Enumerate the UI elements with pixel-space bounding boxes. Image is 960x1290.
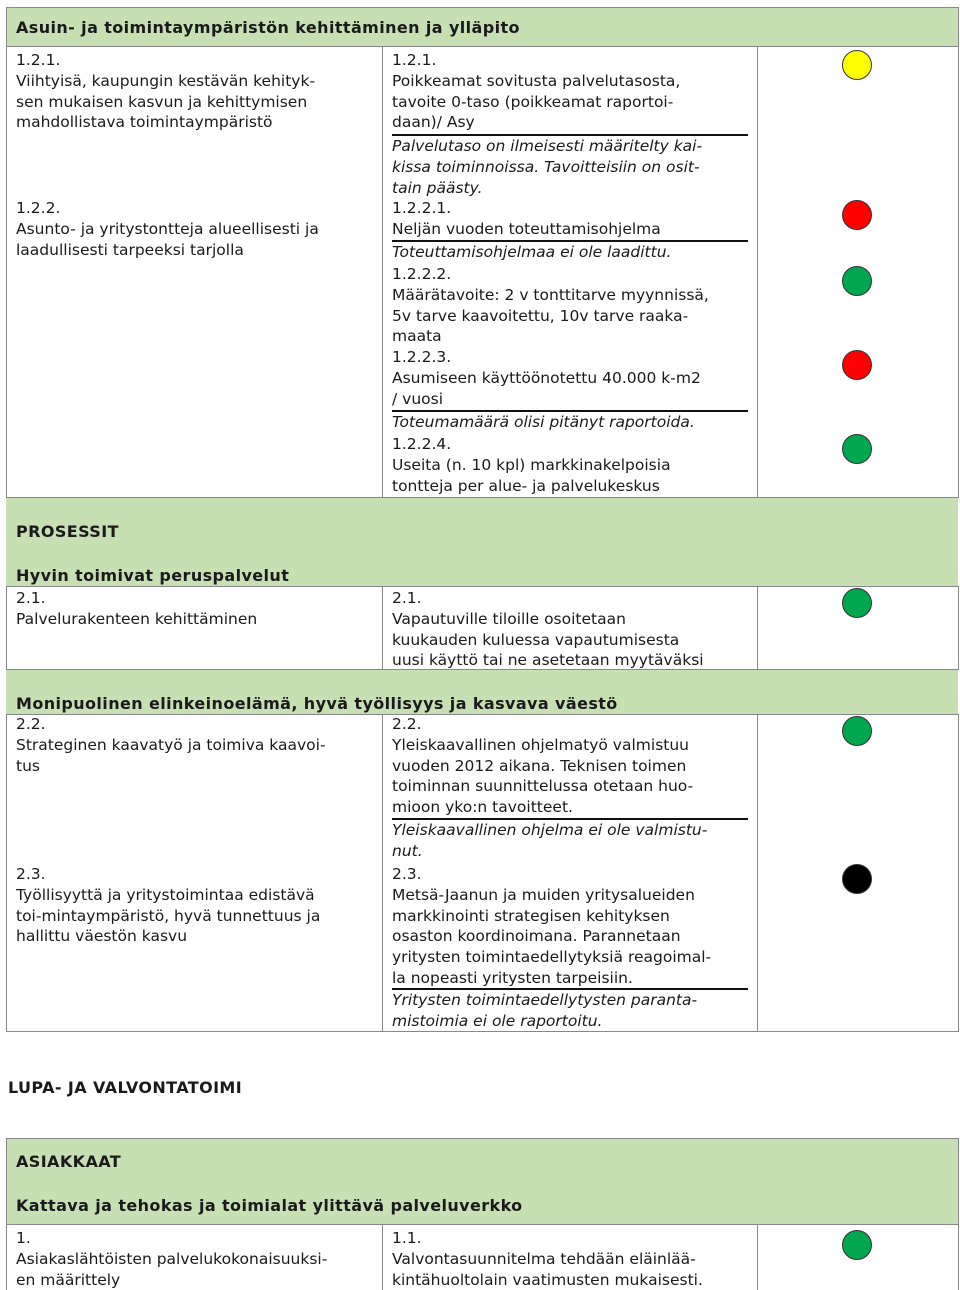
grid-line (6, 669, 959, 670)
section-subtitle: Kattava ja tehokas ja toimialat ylittävä palveluverkko (16, 1196, 523, 1215)
grid-line (382, 714, 383, 1032)
note-text: Palvelutaso on ilmeisesti määritelty kai- kissa toiminnoissa. Tavoitteisiin on osit- tain päästy. (392, 137, 703, 197)
grid-line (6, 714, 959, 715)
note-text: Toteuttamisohjelmaa ei ole laadittu. (392, 243, 672, 261)
grid-line (757, 714, 758, 1032)
grid-line (6, 586, 959, 587)
status-light-green (842, 588, 872, 618)
section-subtitle: Monipuolinen elinkeinoelämä, hyvä työllisyys ja kasvava väestö (16, 694, 618, 713)
grid-line (6, 497, 959, 498)
grid-line (382, 1224, 383, 1290)
note-text: Yritysten toimintaedellytysten paranta- mistoimia ei ole raportoitu. (392, 991, 698, 1030)
grid-line (382, 46, 383, 498)
grid-line (6, 7, 959, 8)
goal-text-2-1: 2.1. Palvelurakenteen kehittäminen (16, 589, 258, 628)
status-light-red (842, 350, 872, 380)
grid-line (958, 1138, 959, 1290)
page-heading: LUPA- JA VALVONTATOIMI (8, 1078, 243, 1097)
status-light-black (842, 864, 872, 894)
grid-line (757, 586, 758, 670)
grid-line (6, 1224, 959, 1225)
goal-text-1-2-2: 1.2.2. Asunto- ja yritystontteja alueellisesti ja laadullisesti tarpeeksi tarjolla (16, 199, 319, 259)
grid-line (6, 1138, 7, 1290)
status-light-red (842, 200, 872, 230)
grid-line (6, 1138, 959, 1139)
section-subtitle: Hyvin toimivat peruspalvelut (16, 566, 290, 585)
goal-text-2-3: 2.3. Työllisyyttä ja yritystoimintaa edistävä toi-mintaympäristö, hyvä tunnettuus ja hallittu väestön kasvu (16, 865, 321, 946)
grid-line (6, 7, 7, 498)
section-title: Asuin- ja toimintaympäristön kehittäminen ja ylläpito (16, 18, 520, 37)
grid-line (6, 714, 7, 1032)
target-text-1-2-2-2: 1.2.2.2. Määrätavoite: 2 v tonttitarve myynnissä, 5v tarve kaavoitettu, 10v tarve raaka- maata 1.2.2.3. Asumiseen käyttöönotettu 40.000 k-m2 / vuosi (392, 265, 709, 408)
target-text-2-1: 2.1. Vapautuville tiloille osoitetaan kuukauden kuluessa vapautumisesta uusi käyttö tai ne asetetaan myytäväksi (392, 589, 704, 670)
section-title: PROSESSIT (16, 522, 119, 541)
grid-line (6, 1031, 959, 1032)
grid-line (382, 586, 383, 670)
grid-line (958, 714, 959, 1032)
grid-line (6, 46, 959, 47)
status-light-green (842, 266, 872, 296)
target-text-2-2: 2.2. Yleiskaavallinen ohjelmatyö valmistuu vuoden 2012 aikana. Teknisen toimen toiminnan suunnittelussa otetaan huo- mioon yko:n tavoitteet. (392, 715, 694, 817)
note-text: Yleiskaavallinen ohjelma ei ole valmistu- nut. (392, 821, 708, 860)
section-title: ASIAKKAAT (16, 1152, 122, 1171)
goal-text-1-2-1: 1.2.1. Viihtyisä, kaupungin kestävän kehityk- sen mukaisen kasvun ja kehittymisen mahdollistava toimintaympäristö (16, 51, 316, 132)
status-light-yellow (842, 50, 872, 80)
target-text-1-2-2-1: 1.2.2.1. Neljän vuoden toteuttamisohjelma (392, 199, 661, 238)
grid-line (958, 586, 959, 670)
goal-text-2-2: 2.2. Strateginen kaavatyö ja toimiva kaavoi- tus (16, 715, 326, 775)
target-text-1-2-1: 1.2.1. Poikkeamat sovitusta palvelutasosta, tavoite 0-taso (poikkeamat raportoi- daan)/ Asy (392, 51, 681, 132)
goal-text-1: 1. Asiakaslähtöisten palvelukokonaisuuksi- en määrittely (16, 1229, 328, 1289)
note-text: Toteumamäärä olisi pitänyt raportoida. (392, 413, 695, 431)
grid-line (757, 46, 758, 498)
grid-line (6, 586, 7, 670)
target-text-1-1: 1.1. Valvontasuunnitelma tehdään eläinlää- kintähuoltolain vaatimusten mukaisesti. (392, 1229, 703, 1289)
grid-line (757, 1224, 758, 1290)
grid-line (958, 7, 959, 498)
status-light-green (842, 1230, 872, 1260)
target-text-1-2-2-4: 1.2.2.4. Useita (n. 10 kpl) markkinakelpoisia tontteja per alue- ja palvelukeskus (392, 435, 671, 495)
status-light-green (842, 716, 872, 746)
status-light-green (842, 434, 872, 464)
target-text-2-3: 2.3. Metsä-Jaanun ja muiden yritysalueiden markkinointi strategisen kehityksen osaston koordinoimana. Parannetaan yritysten toimintaedellytyksiä reagoimal- la nopeasti yritysten tarpeisiin. (392, 865, 712, 987)
